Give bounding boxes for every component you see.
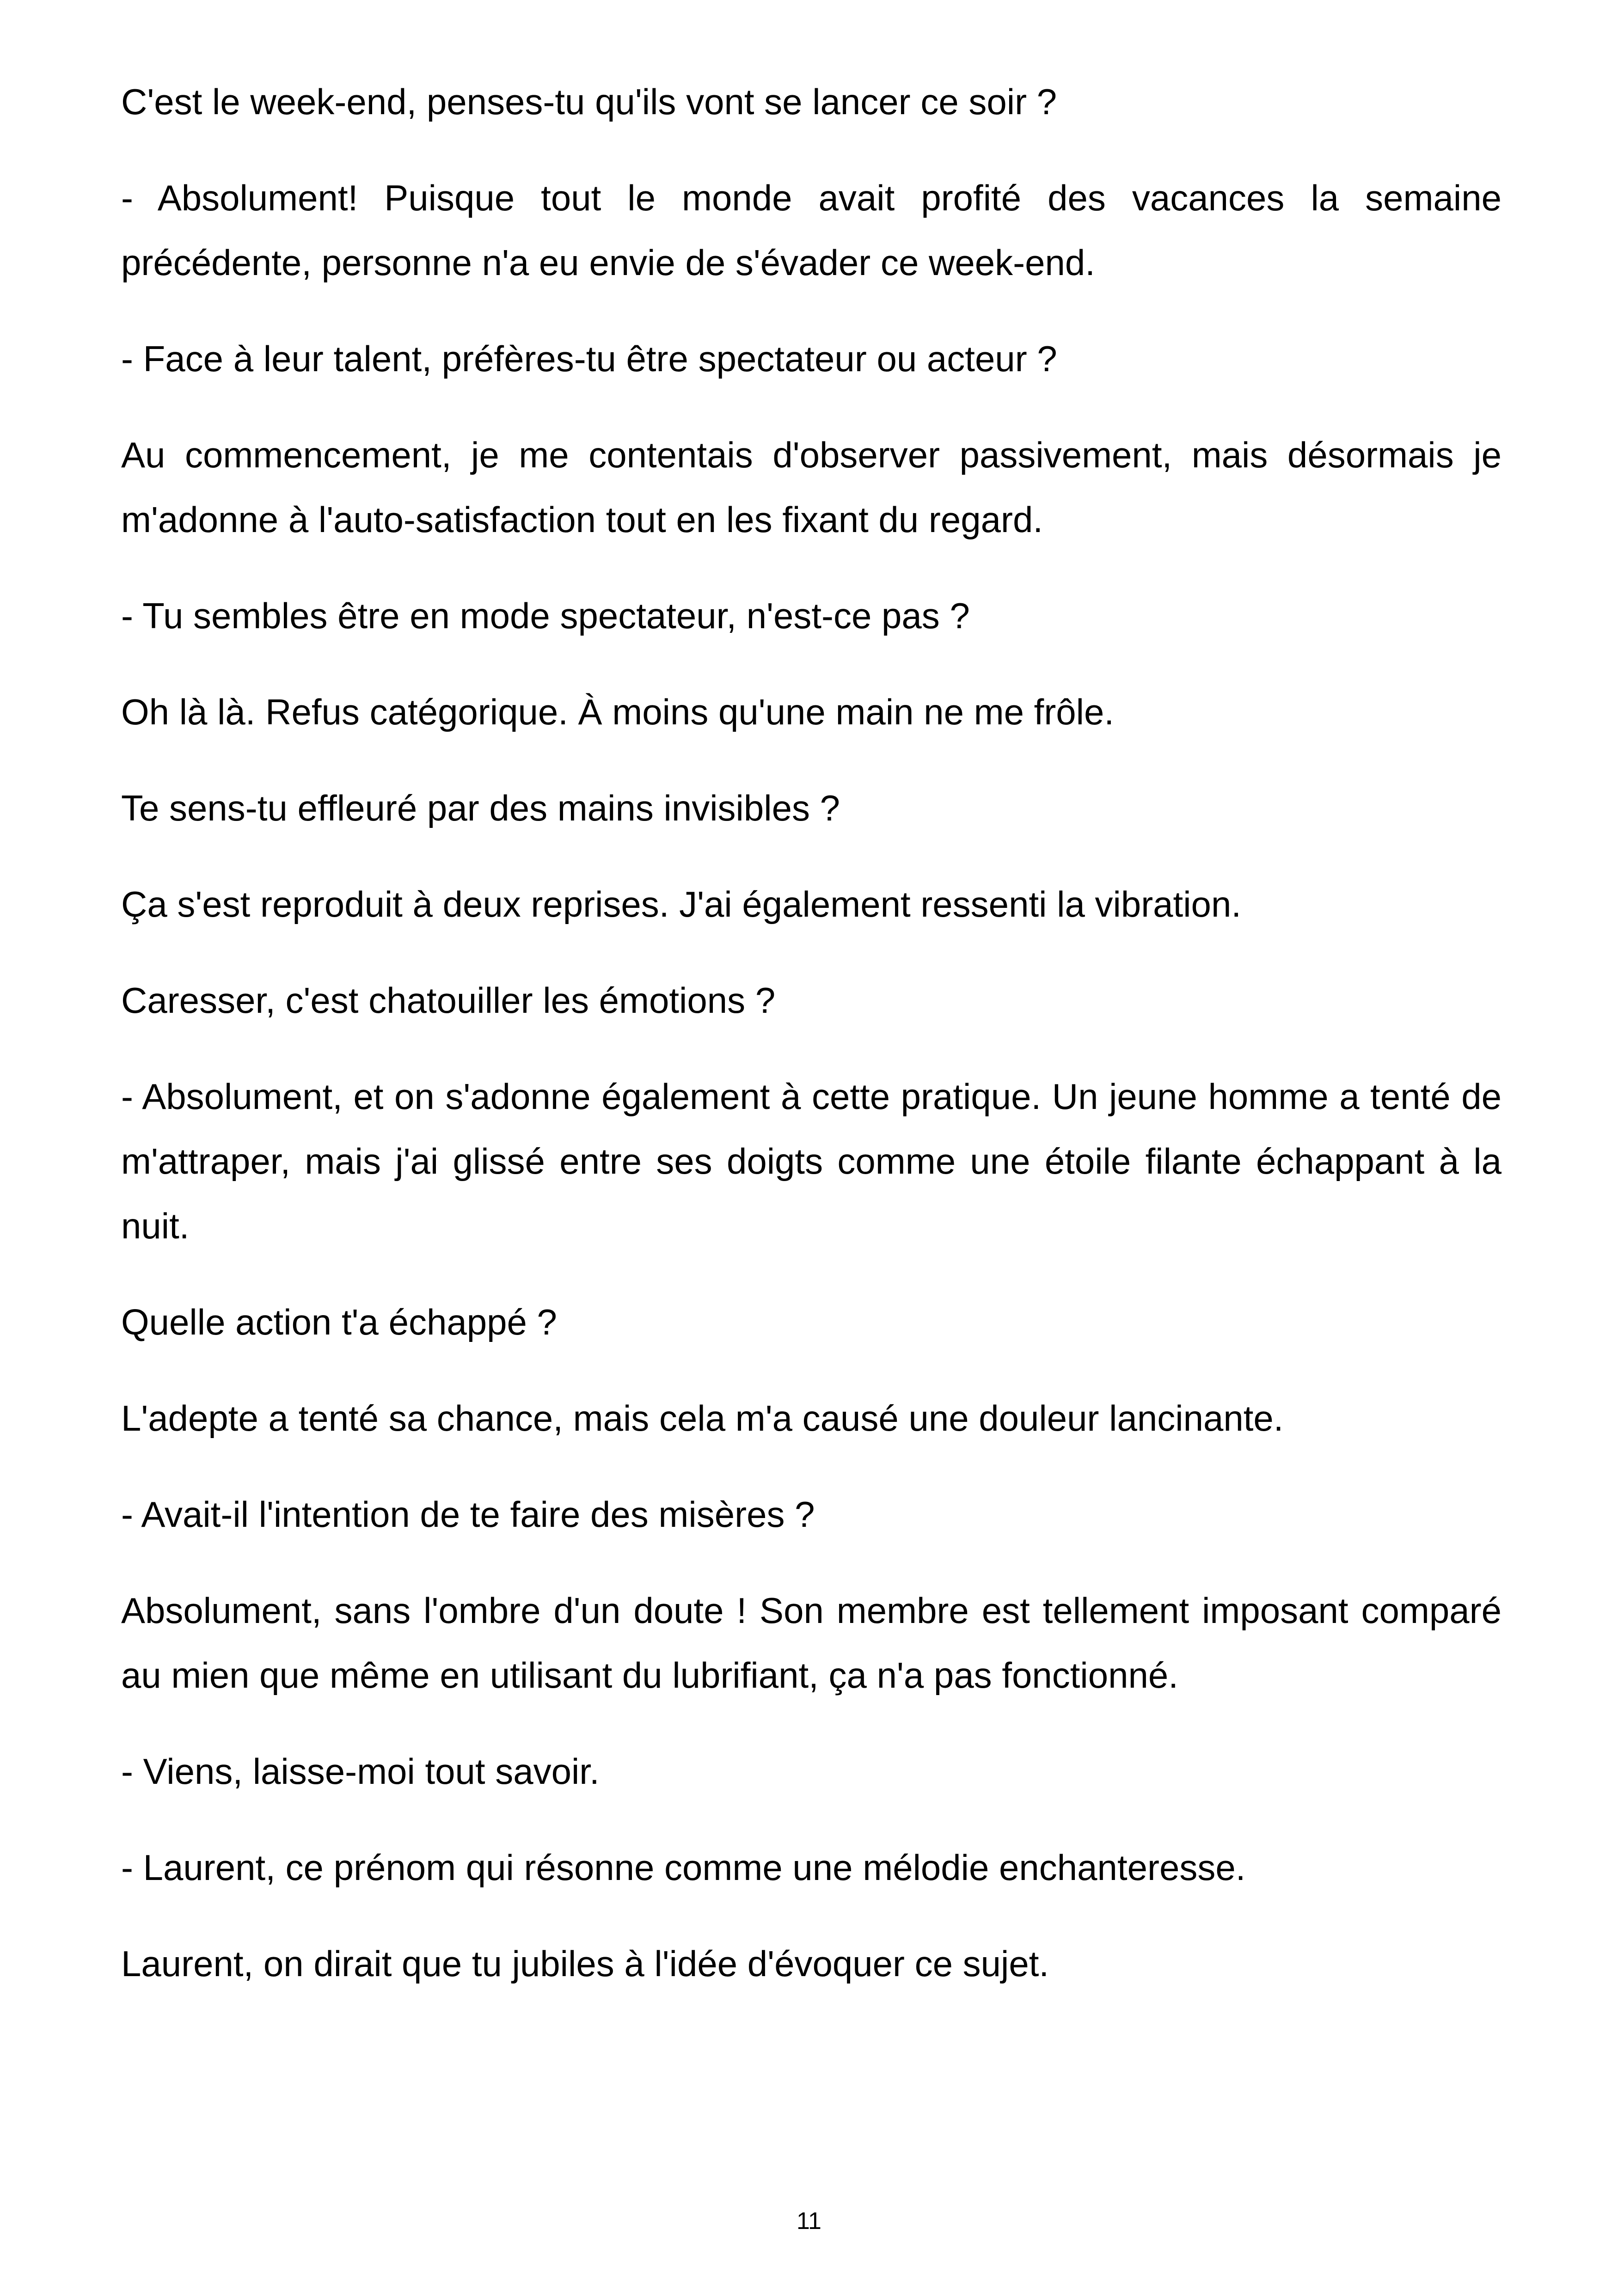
paragraph: Laurent, on dirait que tu jubiles à l'idée d'évoquer ce sujet. [121,1943,1049,1984]
paragraph: - Laurent, ce prénom qui résonne comme une mélodie enchanteresse. [121,1847,1246,1888]
paragraph: - Face à leur talent, préfères-tu être spectateur ou acteur ? [121,338,1057,379]
body-text [121,69,1502,2027]
paragraph: - Absolument! Puisque tout le monde avait profité des vacances la semaine précédente, personne n'a eu envie de s'évader ce week-end. [121,178,1502,283]
paragraph: Au commencement, je me contentais d'observer passivement, mais désormais je m'adonne à l'auto-satisfaction tout en les fixant du regard. [121,435,1502,540]
paragraph: Ça s'est reproduit à deux reprises. J'ai également ressenti la vibration. [121,884,1241,925]
paragraph: Te sens-tu effleuré par des mains invisibles ? [121,788,840,828]
paragraph: C'est le week-end, penses-tu qu'ils vont se lancer ce soir ? [121,81,1057,122]
paragraph: Absolument, sans l'ombre d'un doute ! Son membre est tellement imposant comparé au mien que même en utilisant du lubrifiant, ça n'a pas fonctionné. [121,1590,1502,1696]
paragraph: Caresser, c'est chatouiller les émotions ? [121,980,776,1021]
paragraph: Quelle action t'a échappé ? [121,1302,557,1342]
paragraph: - Absolument, et on s'adonne également à cette pratique. Un jeune homme a tenté de m'attraper, mais j'ai glissé entre ses doigts comme une étoile filante échappant à la nuit. [121,1076,1502,1246]
paragraph: - Avait-il l'intention de te faire des misères ? [121,1494,815,1535]
paragraph: - Tu sembles être en mode spectateur, n'est-ce pas ? [121,595,970,636]
page-number: 11 [797,2208,821,2235]
paragraph: Oh là là. Refus catégorique. À moins qu'une main ne me frôle. [121,692,1115,732]
paragraph: - Viens, laisse-moi tout savoir. [121,1751,600,1792]
paragraph: L'adepte a tenté sa chance, mais cela m'a causé une douleur lancinante. [121,1398,1284,1439]
